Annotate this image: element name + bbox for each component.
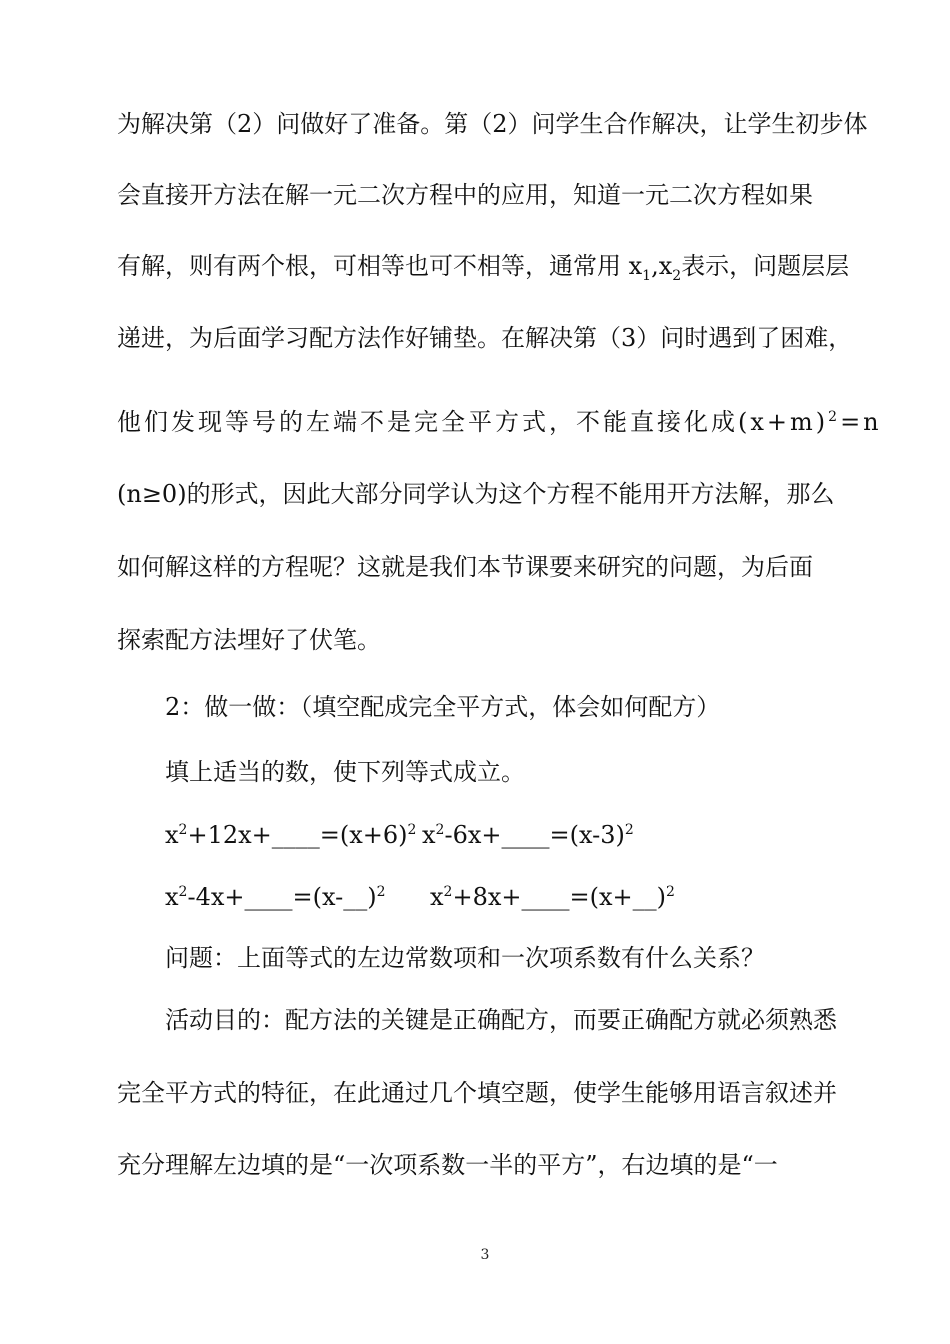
paragraph-line: 活动目的：配方法的关键是正确配方，而要正确配方就必须熟悉 <box>165 1006 837 1034</box>
eq-text: x <box>165 821 179 849</box>
text-span: 有解，则有两个根，可相等也可不相等，通常用 x <box>117 252 643 280</box>
paragraph-line: 会直接开方法在解一元二次方程中的应用，知道一元二次方程如果 <box>117 181 813 209</box>
paragraph-line: 如何解这样的方程呢？这就是我们本节课要来研究的问题，为后面 <box>117 553 813 581</box>
superscript: 2 <box>443 884 453 900</box>
eq-text: +12x+____=(x+6) <box>187 821 408 849</box>
instruction-line: 填上适当的数，使下列等式成立。 <box>165 758 525 786</box>
paragraph-line <box>117 250 862 282</box>
equation-3 <box>165 881 385 913</box>
paragraph-line: 为解决第（2）问做好了准备。第（2）问学生合作解决，让学生初步体 <box>117 110 868 138</box>
section-heading: 2：做一做：（填空配成完全平方式，体会如何配方） <box>165 693 721 721</box>
text-span: 表示，问题层层 <box>681 252 850 280</box>
paragraph-line: 充分理解左边填的是“一次项系数一半的平方”，右边填的是“一 <box>117 1151 778 1179</box>
text-span: =n <box>840 408 882 436</box>
superscript: 2 <box>665 884 675 900</box>
superscript: 2 <box>435 822 445 838</box>
text-span: ,x <box>651 252 673 280</box>
paragraph-line: 递进，为后面学习配方法作好铺垫。在解决第（3）问时遇到了困难， <box>117 324 853 352</box>
paragraph-line: 完全平方式的特征，在此通过几个填空题，使学生能够用语言叙述并 <box>117 1079 837 1107</box>
paragraph-line <box>117 406 882 438</box>
subscript: 1 <box>642 267 652 284</box>
eq-text: -4x+____=(x-__) <box>187 883 377 911</box>
equation-1 <box>165 819 416 851</box>
superscript: 2 <box>178 884 188 900</box>
eq-text: -6x+____=(x-3) <box>444 821 625 849</box>
text-span: 他们发现等号的左端不是完全平方式，不能直接化成(x+m) <box>117 408 829 436</box>
superscript: 2 <box>828 409 841 425</box>
superscript: 2 <box>376 884 386 900</box>
superscript: 2 <box>624 822 634 838</box>
eq-text: +8x+____=(x+__) <box>452 883 666 911</box>
equation-4 <box>430 881 675 913</box>
paragraph-line: (n≥0)的形式，因此大部分同学认为这个方程不能用开方法解，那么 <box>117 480 835 508</box>
eq-text: x <box>165 883 179 911</box>
eq-text: x <box>430 883 444 911</box>
subscript: 2 <box>672 267 682 284</box>
question-line: 问题：上面等式的左边常数项和一次项系数有什么关系？ <box>165 944 765 972</box>
eq-text: x <box>422 821 436 849</box>
equation-2 <box>422 819 634 851</box>
superscript: 2 <box>178 822 188 838</box>
paragraph-line: 探索配方法埋好了伏笔。 <box>117 626 381 654</box>
superscript: 2 <box>407 822 417 838</box>
page-number: 3 <box>480 1247 490 1263</box>
